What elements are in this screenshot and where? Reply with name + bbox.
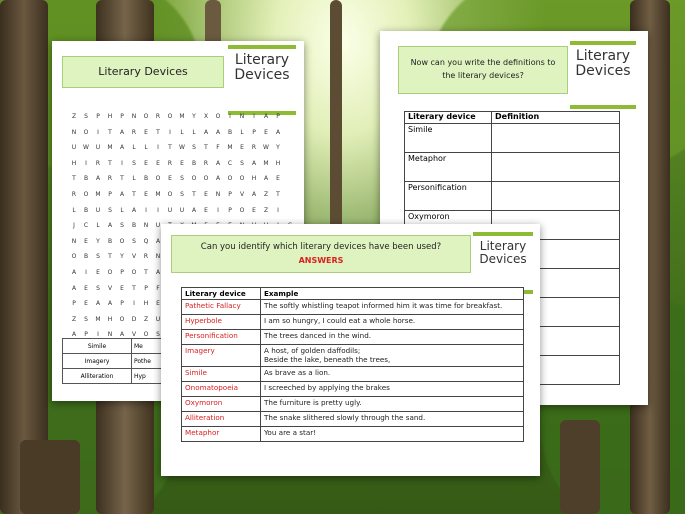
wordsearch-letter: A: [119, 144, 125, 152]
wordsearch-letter: P: [120, 300, 124, 308]
wordsearch-letter: O: [107, 268, 113, 276]
wordsearch-letter: B: [107, 237, 113, 245]
wordsearch-letter: D: [131, 315, 137, 323]
wordsearch-word-cell: Alliteration: [63, 369, 132, 384]
wordsearch-letter: R: [251, 144, 257, 152]
answers-device-cell: Oxymoron: [182, 397, 261, 412]
wordsearch-letter: N: [215, 190, 221, 198]
wordsearch-letter: A: [71, 284, 77, 292]
wordsearch-letter: A: [215, 159, 221, 167]
wordsearch-letter: A: [119, 190, 125, 198]
wordsearch-letter: M: [179, 113, 185, 120]
wordsearch-letter: S: [96, 253, 100, 261]
wordsearch-letter: V: [131, 331, 137, 339]
wordsearch-letter: N: [155, 253, 161, 261]
wordsearch-letter: N: [131, 113, 137, 120]
wordsearch-letter: L: [192, 128, 196, 136]
wordsearch-letter: S: [84, 315, 88, 323]
wordsearch-letter: E: [144, 190, 148, 198]
definitions-row: [405, 182, 620, 211]
wordsearch-letter: I: [229, 113, 231, 120]
logo-line2: Devices: [479, 252, 527, 266]
wordsearch-letter: I: [217, 206, 219, 214]
wordsearch-word-cell: Pothe: [131, 354, 171, 369]
answers-device-cell: Personification: [182, 330, 261, 345]
wordsearch-letter: R: [95, 159, 101, 167]
wordsearch-letter: L: [120, 206, 124, 214]
wordsearch-letter: Y: [276, 144, 280, 152]
col-definition-header: Definition: [492, 112, 620, 124]
wordsearch-letter: S: [120, 222, 124, 230]
answers-example-text: I am so hungry, I could eat a whole horse.: [264, 316, 416, 325]
wordsearch-letter: Z: [263, 190, 269, 198]
wordsearch-letter: R: [71, 190, 77, 198]
answers-example-cell: [261, 300, 524, 315]
wordsearch-letter: Z: [143, 315, 149, 323]
wordsearch-letter: P: [228, 190, 232, 198]
wordsearch-letter: A: [155, 268, 161, 276]
wordsearch-letter: R: [203, 159, 209, 167]
wordsearch-letter: L: [180, 128, 184, 136]
answers-example-cell: [261, 427, 524, 442]
answers-device-cell: Onomatopoeia: [182, 382, 261, 397]
answers-example-cell: [261, 382, 524, 397]
wordsearch-letter: P: [120, 268, 124, 276]
answers-table: [181, 287, 524, 442]
answers-example-cell: [261, 315, 524, 330]
wordsearch-letter: T: [156, 128, 160, 136]
answers-subtitle: ANSWERS: [298, 256, 344, 265]
wordsearch-letter: I: [97, 331, 99, 339]
wordsearch-letter: O: [227, 175, 233, 183]
wordsearch-letter: A: [107, 300, 113, 308]
wordsearch-letter: E: [120, 284, 124, 292]
wordsearch-letter: I: [277, 206, 279, 214]
wordsearch-letter: E: [204, 190, 208, 198]
wordsearch-letter: J: [73, 222, 75, 230]
answers-logo: [473, 232, 533, 294]
answers-row: [182, 397, 524, 412]
wordsearch-letter: C: [83, 222, 89, 230]
wordsearch-letter: W: [179, 144, 185, 152]
wordsearch-letter: O: [215, 113, 221, 120]
wordsearch-letter: O: [71, 253, 77, 261]
answers-example-text-2: Beside the lake, beneath the trees,: [264, 355, 391, 364]
definitions-prompt-line1: Now can you write the definitions to: [410, 58, 556, 67]
wordsearch-letter: E: [276, 175, 280, 183]
wordsearch-letter: R: [155, 113, 161, 120]
wordsearch-letter: I: [85, 159, 87, 167]
answers-row: [182, 367, 524, 382]
answers-col-example: Example: [261, 288, 524, 300]
wordsearch-letter: S: [132, 159, 136, 167]
wordsearch-letter: R: [143, 253, 149, 261]
wordsearch-row: [68, 207, 296, 223]
wordsearch-letter: X: [203, 113, 209, 120]
wordsearch-row: [68, 144, 296, 160]
wordsearch-letter: B: [191, 159, 197, 167]
wordsearch-letter: U: [155, 315, 161, 323]
definitions-logo: [570, 41, 636, 109]
wordsearch-letter: T: [204, 144, 208, 152]
wordsearch-letter: P: [108, 190, 112, 198]
answers-example-text: You are a star!: [264, 428, 317, 437]
wordsearch-letter: S: [96, 284, 100, 292]
wordsearch-letter: L: [240, 128, 244, 136]
wordsearch-letter: N: [71, 237, 77, 245]
wordsearch-letter: I: [157, 206, 159, 214]
wordsearch-letter: A: [215, 128, 221, 136]
definitions-row: [405, 124, 620, 153]
wordsearch-letter: H: [143, 300, 149, 308]
wordsearch-letter: R: [131, 128, 137, 136]
wordsearch-letter: P: [96, 113, 100, 120]
wordsearch-row: [68, 113, 296, 129]
wordsearch-letter: I: [133, 300, 135, 308]
answers-example-cell: [261, 367, 524, 382]
wordsearch-letter: A: [251, 159, 257, 167]
wordsearch-letter: S: [108, 206, 112, 214]
wordsearch-letter: P: [144, 284, 148, 292]
wordsearch-letter: M: [155, 190, 161, 198]
col-device-header: Literary device: [405, 112, 492, 124]
wordsearch-letter: M: [263, 159, 269, 167]
wordsearch-letter: A: [71, 268, 77, 276]
wordsearch-letter: H: [71, 159, 77, 167]
wordsearch-letter: A: [95, 175, 101, 183]
wordsearch-letter: M: [107, 144, 113, 152]
wordsearch-letter: O: [143, 113, 149, 120]
wordsearch-letter: E: [252, 206, 256, 214]
wordsearch-letter: B: [83, 175, 89, 183]
wordsearch-letter: T: [192, 190, 196, 198]
wordsearch-letter: O: [83, 128, 89, 136]
wordsearch-row: [68, 191, 296, 207]
answers-example-text: The softly whistling teapot informed him it was time for breakfast.: [264, 301, 503, 310]
answers-row: [182, 345, 524, 367]
wordsearch-letter: P: [228, 206, 232, 214]
wordsearch-letter: E: [144, 128, 148, 136]
answers-row: [182, 315, 524, 330]
wordsearch-letter: N: [239, 113, 245, 120]
wordsearch-title: Literary Devices: [98, 65, 188, 78]
definitions-prompt-line2: the literary devices?: [442, 71, 524, 80]
wordsearch-letter: A: [215, 175, 221, 183]
wordsearch-letter: V: [107, 284, 113, 292]
wordsearch-letter: R: [107, 175, 113, 183]
wordsearch-letter: U: [95, 144, 101, 152]
wordsearch-letter: L: [96, 222, 100, 230]
answers-example-text: The snake slithered slowly through the sand.: [264, 413, 426, 422]
wordsearch-letter: U: [179, 206, 185, 214]
wordsearch-letter: P: [252, 128, 256, 136]
logo-line1: Literary: [234, 52, 290, 68]
wordsearch-letter: A: [275, 128, 281, 136]
answers-example-cell: [261, 397, 524, 412]
definitions-device-cell: Metaphor: [405, 153, 492, 182]
wordsearch-letter: I: [253, 113, 255, 120]
wordsearch-letter: E: [84, 237, 88, 245]
wordsearch-letter: P: [72, 300, 76, 308]
definitions-definition-cell[interactable]: [492, 124, 620, 153]
wordsearch-letter: S: [132, 237, 136, 245]
wordsearch-letter: A: [251, 190, 257, 198]
wordsearch-letter: N: [143, 222, 149, 230]
wordsearch-letter: H: [275, 159, 281, 167]
wordsearch-letter: O: [167, 190, 173, 198]
answers-example-text: A host, of golden daffodils;: [264, 346, 361, 355]
wordsearch-letter: Q: [143, 237, 149, 245]
wordsearch-letter: T: [120, 175, 124, 183]
wordsearch-letter: P: [84, 331, 88, 339]
wordsearch-word-row: [63, 354, 172, 369]
wordsearch-letter: A: [119, 128, 125, 136]
wordsearch-letter: A: [95, 300, 101, 308]
wordsearch-row: [68, 175, 296, 191]
wordsearch-letter: R: [167, 159, 173, 167]
wordsearch-letter: T: [276, 190, 280, 198]
wordsearch-letter: O: [83, 190, 89, 198]
wordsearch-word-cell: Simile: [63, 339, 132, 354]
answers-row: [182, 382, 524, 397]
wordsearch-letter: O: [167, 113, 173, 120]
wordsearch-word-table: [62, 338, 172, 384]
wordsearch-letter: M: [227, 144, 233, 152]
wordsearch-letter: S: [180, 190, 184, 198]
wordsearch-letter: Y: [192, 113, 196, 120]
wordsearch-letter: B: [83, 253, 89, 261]
logo-line1: Literary: [575, 48, 631, 64]
logo-line1: Literary: [479, 239, 527, 253]
answers-col-device: Literary device: [182, 288, 261, 300]
answers-row: [182, 300, 524, 315]
wordsearch-title-box: [62, 56, 224, 88]
wordsearch-letter: L: [144, 144, 148, 152]
wordsearch-letter: T: [168, 144, 172, 152]
wordsearch-letter: A: [263, 175, 269, 183]
definitions-device-cell: Simile: [405, 124, 492, 153]
answers-device-cell: Hyperbole: [182, 315, 261, 330]
wordsearch-letter: S: [192, 144, 196, 152]
wordsearch-letter: F: [156, 284, 160, 292]
answers-example-text: The furniture is pretty ugly.: [264, 398, 362, 407]
definitions-device-cell: Personification: [405, 182, 492, 211]
wordsearch-letter: I: [169, 128, 171, 136]
wordsearch-letter: T: [144, 268, 148, 276]
wordsearch-letter: A: [119, 331, 125, 339]
wordsearch-letter: C: [227, 159, 233, 167]
wordsearch-letter: H: [107, 113, 113, 120]
wordsearch-letter: U: [95, 206, 101, 214]
answers-device-cell: Imagery: [182, 345, 261, 367]
wordsearch-word-cell: Me: [131, 339, 171, 354]
answers-row: [182, 412, 524, 427]
wordsearch-letter: S: [156, 331, 160, 339]
logo-line2: Devices: [575, 63, 631, 79]
wordsearch-letter: O: [119, 237, 125, 245]
wordsearch-letter: E: [144, 159, 148, 167]
definitions-prompt-box: [398, 46, 568, 94]
wordsearch-letter: B: [83, 206, 89, 214]
answers-prompt-box: [171, 235, 471, 273]
wordsearch-letter: I: [145, 206, 147, 214]
wordsearch-word-row: [63, 339, 172, 354]
answers-device-cell: Alliteration: [182, 412, 261, 427]
wordsearch-row: [68, 129, 296, 145]
wordsearch-letter: O: [155, 175, 161, 183]
answers-example-cell: [261, 412, 524, 427]
wordsearch-letter: A: [191, 206, 197, 214]
wordsearch-letter: I: [121, 159, 123, 167]
answers-device-cell: Pathetic Fallacy: [182, 300, 261, 315]
wordsearch-letter: M: [95, 190, 101, 198]
logo-line2: Devices: [234, 67, 290, 83]
wordsearch-letter: E: [180, 159, 184, 167]
answers-example-text: As brave as a lion.: [264, 368, 331, 377]
wordsearch-letter: E: [204, 206, 208, 214]
wordsearch-letter: T: [132, 284, 136, 292]
wordsearch-letter: B: [143, 175, 149, 183]
wordsearch-letter: M: [95, 315, 101, 323]
wordsearch-letter: T: [108, 253, 112, 261]
wordsearch-letter: S: [180, 175, 184, 183]
wordsearch-row: [68, 160, 296, 176]
wordsearch-letter: E: [156, 300, 160, 308]
wordsearch-letter: E: [168, 175, 172, 183]
wordsearch-letter: O: [239, 175, 245, 183]
wordsearch-letter: B: [227, 128, 233, 136]
wordsearch-letter: U: [71, 144, 77, 152]
wordsearch-letter: A: [263, 113, 269, 120]
wordsearch-letter: O: [143, 331, 149, 339]
definitions-definition-cell[interactable]: [492, 182, 620, 211]
wordsearch-letter: L: [132, 175, 136, 183]
wordsearch-letter: T: [132, 190, 136, 198]
answers-row: [182, 427, 524, 442]
wordsearch-letter: B: [131, 222, 137, 230]
wordsearch-letter: P: [276, 113, 280, 120]
answers-example-cell: [261, 330, 524, 345]
wordsearch-letter: V: [131, 253, 137, 261]
wordsearch-letter: S: [84, 113, 88, 120]
wordsearch-letter: O: [119, 315, 125, 323]
wordsearch-letter: T: [72, 175, 76, 183]
wordsearch-word-cell: Imagery: [63, 354, 132, 369]
wordsearch-letter: O: [131, 268, 137, 276]
wordsearch-letter: W: [263, 144, 269, 152]
definitions-definition-cell[interactable]: [492, 153, 620, 182]
wordsearch-letter: A: [107, 222, 113, 230]
definitions-device-cell: Oxymoron: [405, 211, 492, 240]
wordsearch-letter: O: [203, 175, 209, 183]
answers-example-text: The trees danced in the wind.: [264, 331, 372, 340]
wordsearch-letter: N: [107, 331, 113, 339]
wordsearch-letter: Y: [96, 237, 100, 245]
wordsearch-letter: E: [84, 300, 88, 308]
wordsearch-letter: Z: [71, 113, 77, 120]
wordsearch-letter: N: [71, 128, 77, 136]
wordsearch-letter: S: [240, 159, 244, 167]
wordsearch-letter: P: [120, 113, 124, 120]
wordsearch-letter: V: [239, 190, 245, 198]
wordsearch-letter: H: [251, 175, 257, 183]
wordsearch-letter: U: [167, 206, 173, 214]
wordsearch-letter: W: [83, 144, 89, 152]
wordsearch-letter: Z: [71, 315, 77, 323]
wordsearch-letter: A: [155, 237, 161, 245]
wordsearch-word-cell: Hyp: [131, 369, 171, 384]
wordsearch-logo: [228, 45, 296, 115]
wordsearch-letter: T: [108, 128, 112, 136]
wordsearch-letter: A: [71, 331, 77, 339]
answers-prompt: Can you identify which literary devices have been used?: [200, 242, 442, 252]
wordsearch-letter: I: [85, 268, 87, 276]
wordsearch-letter: A: [131, 206, 137, 214]
wordsearch-letter: Z: [263, 206, 269, 214]
answers-row: [182, 330, 524, 345]
wordsearch-letter: F: [216, 144, 220, 152]
wordsearch-letter: A: [203, 128, 209, 136]
wordsearch-letter: U: [155, 222, 161, 230]
wordsearch-letter: L: [132, 144, 136, 152]
wordsearch-letter: L: [72, 206, 76, 214]
wordsearch-word-row: [63, 369, 172, 384]
wordsearch-letter: H: [107, 315, 113, 323]
wordsearch-letter: E: [156, 159, 160, 167]
answers-device-cell: Metaphor: [182, 427, 261, 442]
wordsearch-letter: E: [84, 284, 88, 292]
wordsearch-letter: Y: [120, 253, 124, 261]
wordsearch-letter: I: [157, 144, 159, 152]
wordsearch-letter: E: [240, 144, 244, 152]
answers-example-cell: [261, 345, 524, 367]
wordsearch-letter: I: [97, 128, 99, 136]
wordsearch-letter: E: [264, 128, 268, 136]
answers-example-text: I screeched by applying the brakes: [264, 383, 390, 392]
wordsearch-letter: O: [239, 206, 245, 214]
wordsearch-letter: E: [96, 268, 100, 276]
wordsearch-letter: O: [191, 175, 197, 183]
answers-device-cell: Simile: [182, 367, 261, 382]
definitions-row: [405, 153, 620, 182]
wordsearch-letter: T: [108, 159, 112, 167]
